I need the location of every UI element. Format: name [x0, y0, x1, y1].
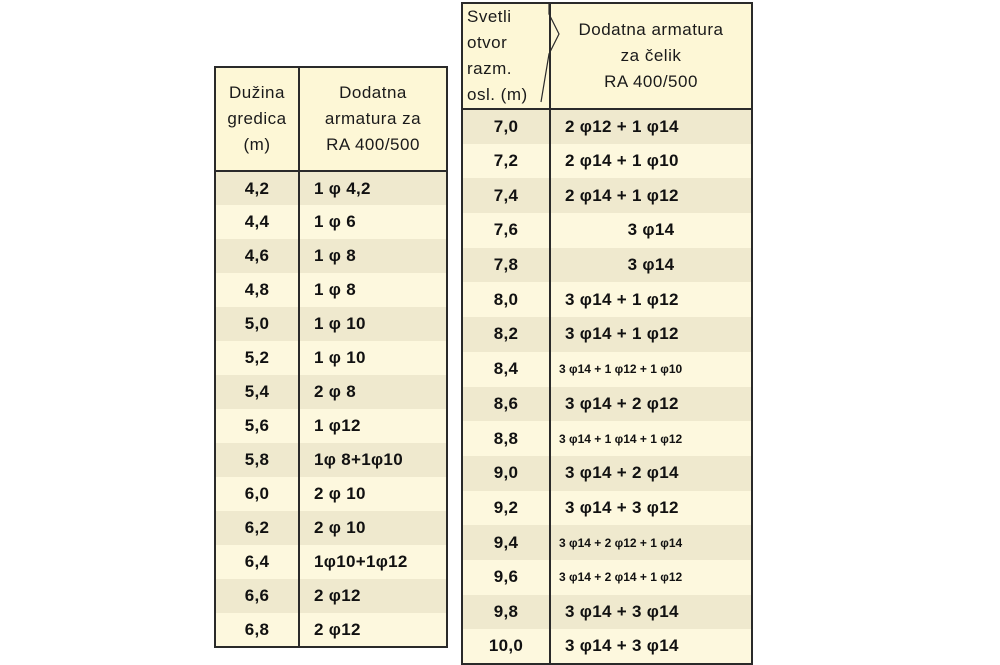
table-row — [462, 456, 752, 491]
table1-cell-rebar: 2 φ 10 — [299, 477, 447, 511]
table2-cell-rebar: 3 φ14 + 1 φ12 — [550, 282, 752, 317]
table-row — [462, 248, 752, 283]
table1-header-length: Dužina gredica (m) — [215, 67, 299, 171]
table2-cell-rebar: 3 φ14 + 3 φ14 — [550, 629, 752, 664]
table2-cell-rebar: 3 φ14 + 1 φ14 + 1 φ12 — [550, 421, 752, 456]
table-row — [462, 144, 752, 179]
table1-cell-rebar: 2 φ 10 — [299, 511, 447, 545]
table2-cell-span: 7,8 — [462, 248, 550, 283]
table1-cell-rebar: 2 φ 8 — [299, 375, 447, 409]
table1-cell-length: 6,4 — [215, 545, 299, 579]
table-row — [462, 629, 752, 664]
table1-cell-rebar: 1 φ 6 — [299, 205, 447, 239]
table2-cell-rebar: 3 φ14 + 2 φ12 — [550, 387, 752, 422]
table-row — [215, 341, 447, 375]
table1-cell-rebar: 1 φ 10 — [299, 307, 447, 341]
table1-cell-length: 4,2 — [215, 171, 299, 205]
table2-cell-span: 8,2 — [462, 317, 550, 352]
table-row — [215, 545, 447, 579]
table1-cell-length: 5,4 — [215, 375, 299, 409]
table-row — [462, 109, 752, 144]
table1-cell-length: 5,0 — [215, 307, 299, 341]
table2-cell-span: 7,0 — [462, 109, 550, 144]
table1-cell-rebar: 1 φ 4,2 — [299, 171, 447, 205]
table1-cell-rebar: 1 φ 8 — [299, 273, 447, 307]
table-row — [215, 375, 447, 409]
table-row — [462, 317, 752, 352]
table1-cell-length: 6,8 — [215, 613, 299, 647]
table2-cell-span: 7,6 — [462, 213, 550, 248]
table1-header-rebar: Dodatna armatura za RA 400/500 — [299, 67, 447, 171]
table1-cell-rebar: 1 φ 8 — [299, 239, 447, 273]
table1-header-row — [215, 67, 447, 171]
table-row — [462, 387, 752, 422]
table2-header-row — [462, 3, 752, 109]
table2-cell-rebar: 3 φ14 + 1 φ12 — [550, 317, 752, 352]
table2-cell-span: 10,0 — [462, 629, 550, 664]
table2-cell-rebar: 3 φ14 — [550, 213, 752, 248]
table2-cell-span: 8,4 — [462, 352, 550, 387]
table1-cell-length: 4,8 — [215, 273, 299, 307]
table1-cell-length: 6,6 — [215, 579, 299, 613]
table2-header-span: Svetli otvor razm. osl. (m) — [462, 3, 550, 109]
table2-cell-span: 8,8 — [462, 421, 550, 456]
table2-cell-rebar: 3 φ14 + 2 φ14 + 1 φ12 — [550, 560, 752, 595]
table-row — [215, 409, 447, 443]
table2-cell-span: 9,0 — [462, 456, 550, 491]
table1-cell-rebar: 2 φ12 — [299, 579, 447, 613]
table2-cell-span: 8,6 — [462, 387, 550, 422]
table2-cell-rebar: 2 φ14 + 1 φ12 — [550, 178, 752, 213]
table-row — [215, 273, 447, 307]
rebar-table-clear-span — [461, 2, 753, 665]
table2-header-rebar: Dodatna armatura za čelik RA 400/500 — [550, 3, 752, 109]
table1-cell-rebar: 1φ10+1φ12 — [299, 545, 447, 579]
table-row — [215, 307, 447, 341]
table1-cell-length: 5,8 — [215, 443, 299, 477]
table1-cell-rebar: 1φ 8+1φ10 — [299, 443, 447, 477]
table-row — [215, 477, 447, 511]
table2-cell-rebar: 3 φ14 + 2 φ14 — [550, 456, 752, 491]
table2-cell-rebar: 3 φ14 — [550, 248, 752, 283]
table1-cell-rebar: 2 φ12 — [299, 613, 447, 647]
table2-cell-span: 9,6 — [462, 560, 550, 595]
table-row — [215, 613, 447, 647]
table2-cell-rebar: 3 φ14 + 1 φ12 + 1 φ10 — [550, 352, 752, 387]
table-row — [462, 560, 752, 595]
table1-cell-length: 4,4 — [215, 205, 299, 239]
table1-cell-rebar: 1 φ 10 — [299, 341, 447, 375]
table-row — [462, 282, 752, 317]
table-row — [462, 213, 752, 248]
table2-cell-rebar: 3 φ14 + 3 φ12 — [550, 491, 752, 526]
table2-cell-span: 8,0 — [462, 282, 550, 317]
table-row — [462, 178, 752, 213]
table2-cell-span: 9,4 — [462, 525, 550, 560]
table1-cell-rebar: 1 φ12 — [299, 409, 447, 443]
table1-cell-length: 5,2 — [215, 341, 299, 375]
table-row — [462, 421, 752, 456]
table1-cell-length: 6,0 — [215, 477, 299, 511]
table-row — [215, 205, 447, 239]
table1-cell-length: 6,2 — [215, 511, 299, 545]
table2-cell-rebar: 3 φ14 + 3 φ14 — [550, 595, 752, 630]
table-row — [215, 579, 447, 613]
table2-cell-span: 9,2 — [462, 491, 550, 526]
table-row — [462, 491, 752, 526]
rebar-table-beam-length — [214, 66, 448, 648]
table-row — [462, 525, 752, 560]
table-row — [462, 352, 752, 387]
table-row — [215, 239, 447, 273]
table2-cell-span: 7,2 — [462, 144, 550, 179]
table-row — [215, 171, 447, 205]
table2-cell-rebar: 2 φ14 + 1 φ10 — [550, 144, 752, 179]
table-row — [215, 443, 447, 477]
table2-cell-rebar: 2 φ12 + 1 φ14 — [550, 109, 752, 144]
table1-cell-length: 5,6 — [215, 409, 299, 443]
table-row — [215, 511, 447, 545]
table-row — [462, 595, 752, 630]
table2-cell-span: 9,8 — [462, 595, 550, 630]
table2-cell-rebar: 3 φ14 + 2 φ12 + 1 φ14 — [550, 525, 752, 560]
table1-cell-length: 4,6 — [215, 239, 299, 273]
table2-cell-span: 7,4 — [462, 178, 550, 213]
